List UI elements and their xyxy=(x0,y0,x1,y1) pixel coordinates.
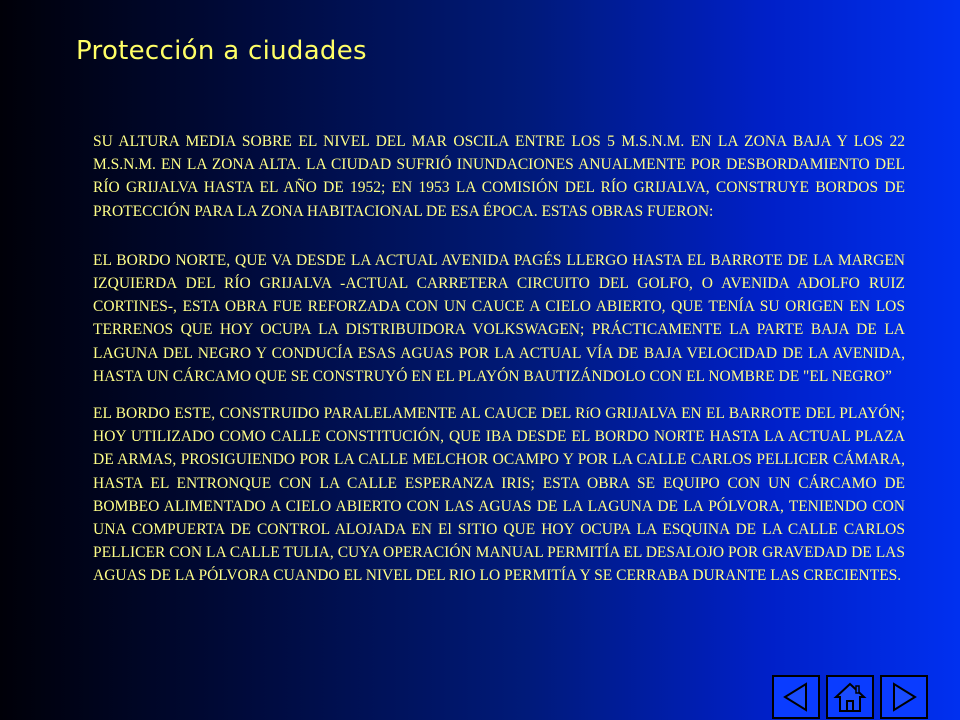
slide-navigation xyxy=(772,675,928,719)
slide-title: Protección a ciudades xyxy=(76,36,367,66)
triangle-right-icon xyxy=(887,680,921,714)
intro-paragraph: SU ALTURA MEDIA SOBRE EL NIVEL DEL MAR OSCILA ENTRE LOS 5 M.S.N.M. EN LA ZONA BAJA Y LOS 22 M.S.N.M. EN LA ZONA ALTA. LA CIUDAD SUFRIÓ INUNDACIONES ANUALMENTE POR DESBORDAMIENTO DEL RÍO GRIJALVA HASTA EL AÑO DE 1952; EN 1953 LA COMISIÓN DEL RÍO GRIJALVA, CONSTRUYE BORDOS DE PROTECCIÓN PARA LA ZONA HABITACIONAL DE ESA ÉPOCA. ESTAS OBRAS FUERON: xyxy=(93,133,905,220)
slide-content xyxy=(93,130,905,588)
bordo-norte-body: , QUE VA DESDE LA ACTUAL AVENIDA PAGÉS LLERGO HASTA EL BARROTE DE LA MARGEN IZQUIERDA DEL RÍO GRIJALVA -ACTUAL CARRETERA CIRCUITO DEL GOLFO, O AVENIDA ADOLFO RUIZ CORTINES-, ESTA OBRA FUE REFORZADA CON UN CAUCE A CIELO ABIERTO, QUE TENÍA SU ORIGEN EN LOS TERRENOS QUE HOY OCUPA LA DISTRIBUIDORA VOLKSWAGEN; PRÁCTICAMENTE LA PARTE BAJA DE LA LAGUNA DEL NEGRO Y CONDUCÍA ESAS AGUAS POR LA ACTUAL VÍA DE BAJA VELOCIDAD DE LA AVENIDA, HASTA UN CÁRCAMO QUE SE CONSTRUYÓ EN EL PLAYÓN BAUTIZÁNDOLO CON EL NOMBRE DE "EL NEGRO” xyxy=(93,251,905,385)
bordo-este-lead: EL BORDO ESTE xyxy=(93,405,212,423)
house-icon xyxy=(833,680,867,714)
home-button[interactable] xyxy=(826,675,874,719)
triangle-left-icon xyxy=(779,680,813,714)
bordo-norte-lead: EL BORDO NORTE xyxy=(93,251,227,269)
bordo-este-body: , CONSTRUIDO PARALELAMENTE AL CAUCE DEL RíO GRIJALVA EN EL BARROTE DEL PLAYÓN; HOY UTILIZADO COMO CALLE CONSTITUCIÓN, QUE IBA DESDE EL BORDO NORTE HASTA LA ACTUAL PLAZA DE ARMAS, PROSIGUIENDO POR LA CALLE MELCHOR OCAMPO Y POR LA CALLE CARLOS PELLICER CÁMARA, HASTA EL ENTRONQUE CON LA CALLE ESPERANZA IRIS; ESTA OBRA SE EQUIPO CON UN CÁRCAMO DE BOMBEO ALIMENTADO A CIELO ABIERTO CON LAS AGUAS DE LA LAGUNA DE LA PÓLVORA, TENIENDO CON UNA COMPUERTA DE CONTROL ALOJADA EN El SITIO QUE HOY OCUPA LA ESQUINA DE LA CALLE CARLOS PELLICER CON LA CALLE TULIA, CUYA OPERACIÓN MANUAL PERMITÍA EL DESALOJO POR GRAVEDAD DE LAS AGUAS DE LA PÓLVORA CUANDO EL NIVEL DEL RIO LO PERMITÍA Y SE CERRABA DURANTE LAS CRECIENTES. xyxy=(93,405,905,585)
previous-slide-button[interactable] xyxy=(772,675,820,719)
bordo-este-paragraph xyxy=(93,402,905,588)
next-slide-button[interactable] xyxy=(880,675,928,719)
bordo-norte-paragraph xyxy=(93,249,905,388)
